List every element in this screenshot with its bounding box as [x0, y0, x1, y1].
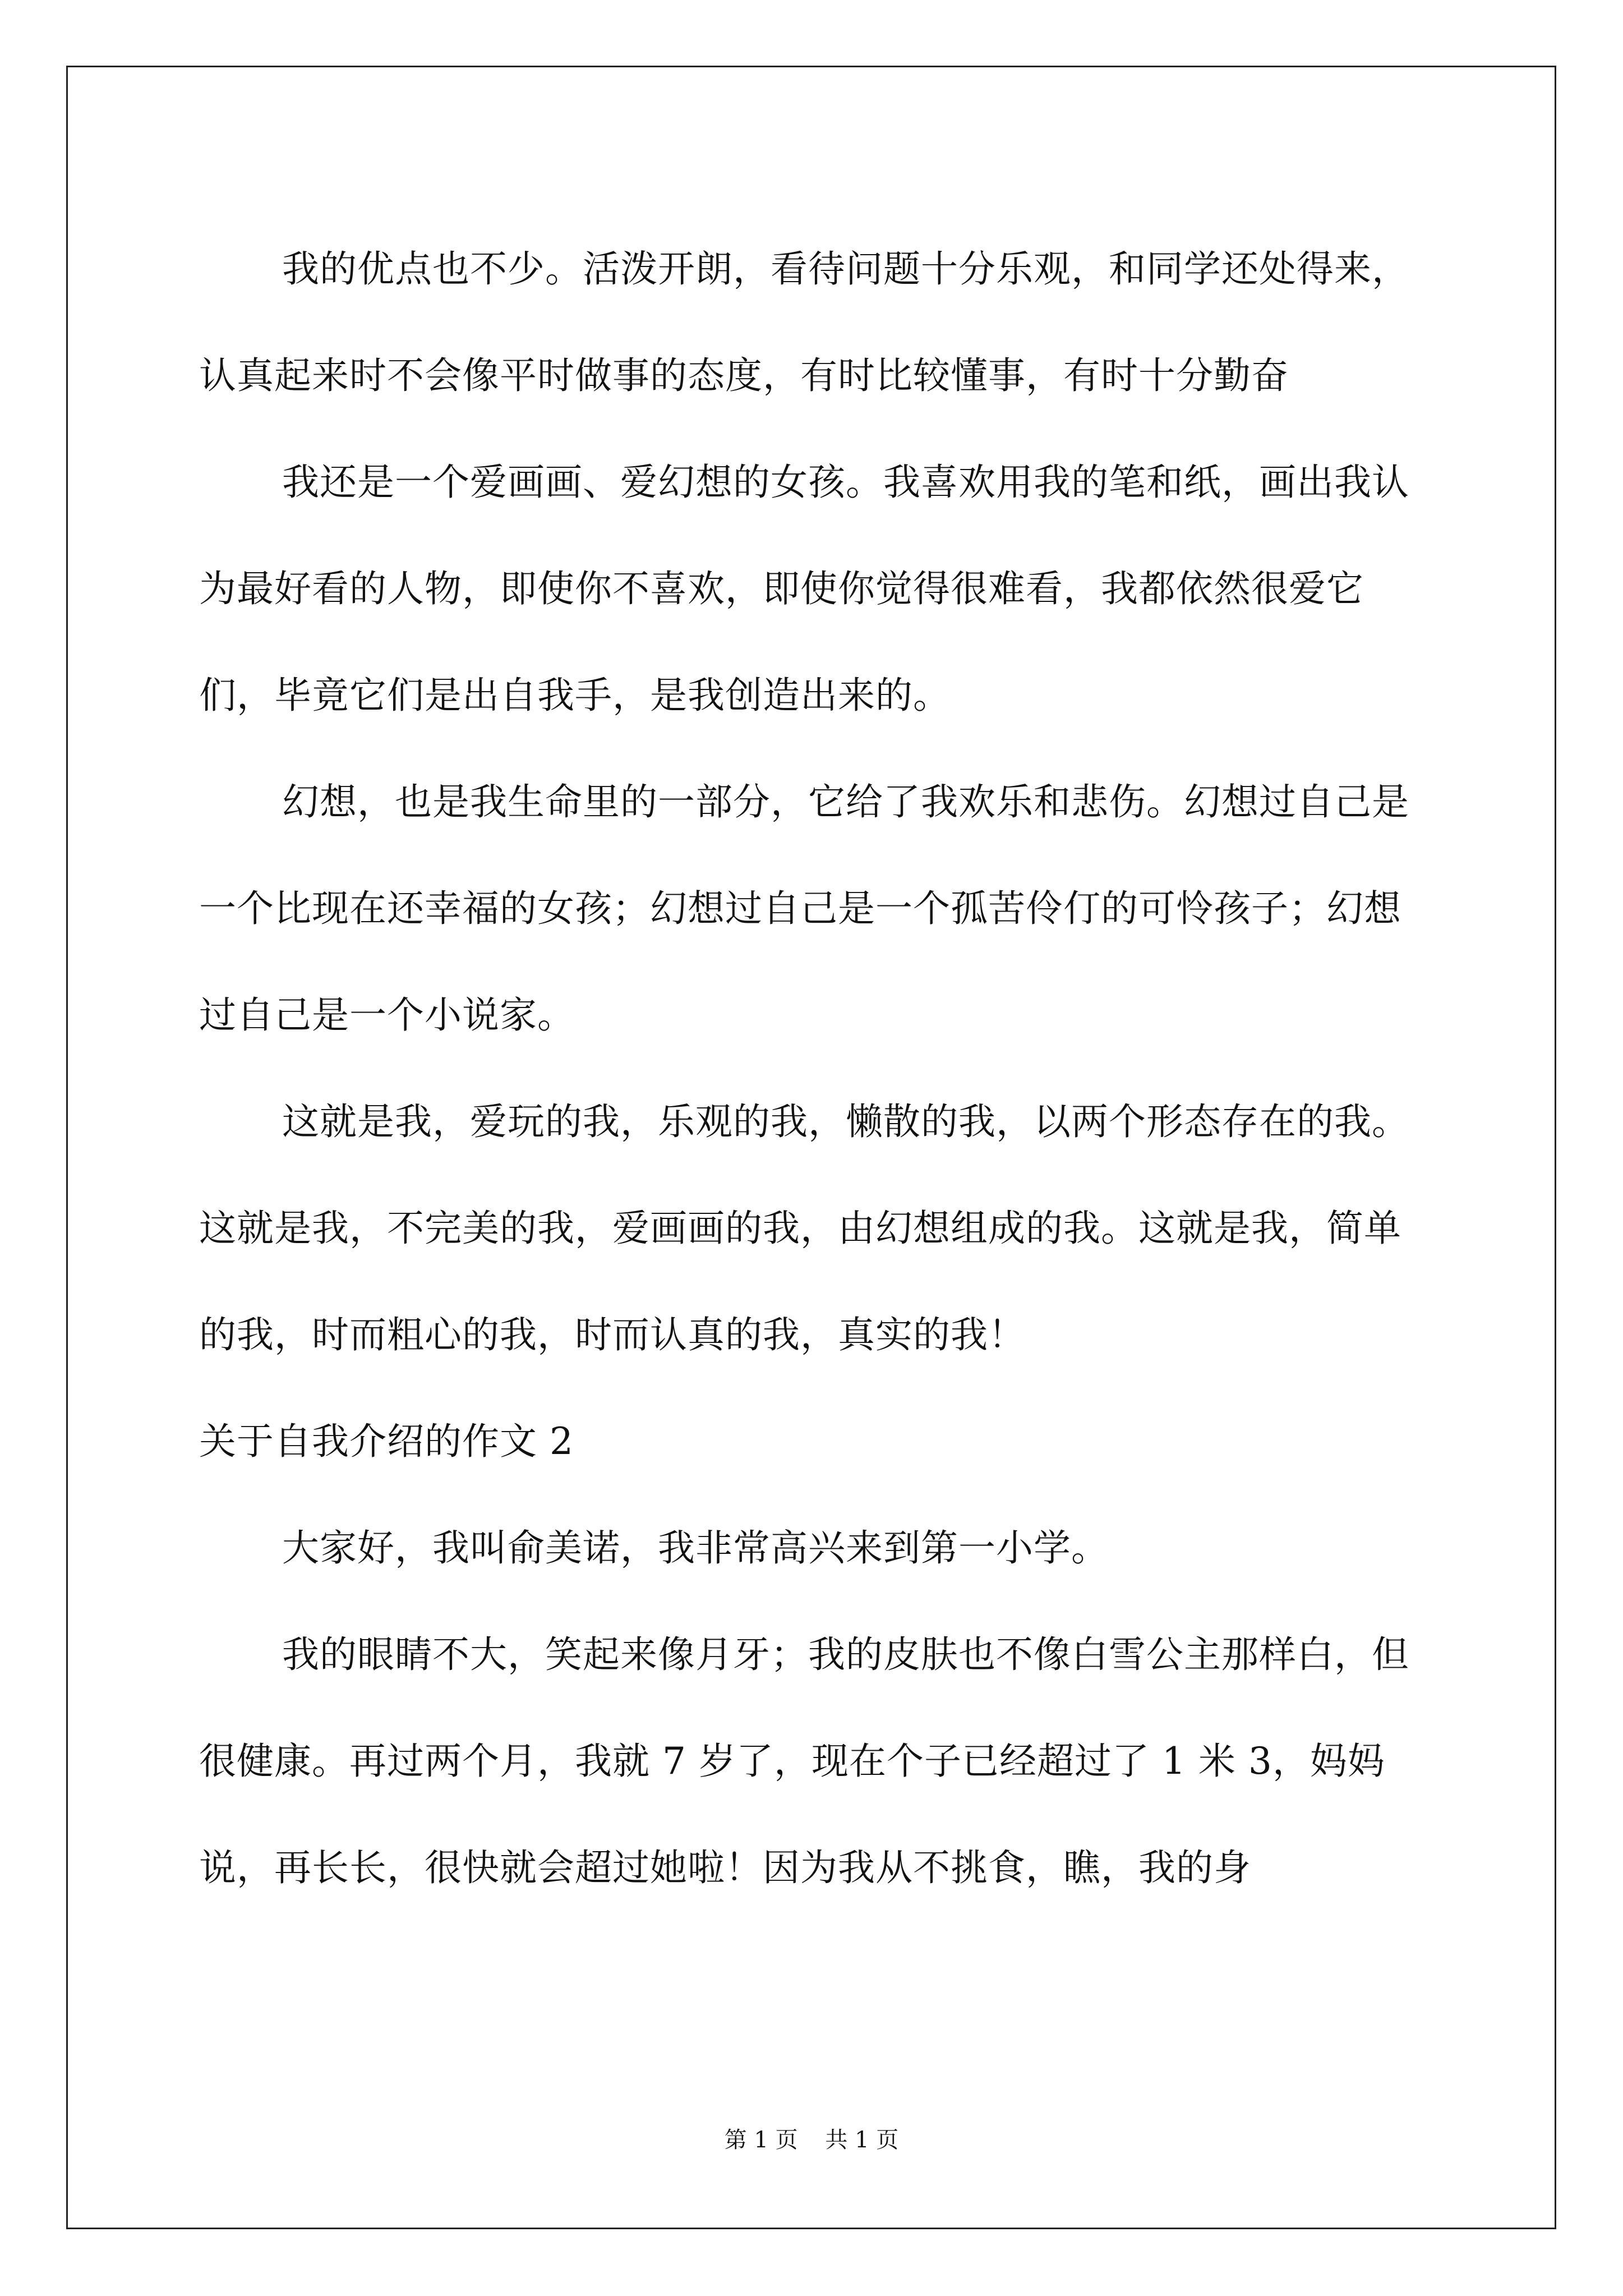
- paragraph-strengths: 我的优点也不少。活泼开朗，看待问题十分乐观，和同学还处得来，认真起来时不会像平时做事的态度，有时比较懂事，有时十分勤奋: [199, 247, 1409, 397]
- paragraph-greeting: 大家好，我叫俞美诺，我非常高兴来到第一小学。: [282, 1526, 1109, 1570]
- paragraph-summary: 这就是我，爱玩的我，乐观的我，懒散的我，以两个形态存在的我。这就是我，不完美的我，爱画画的我，由幻想组成的我。这就是我，简单的我，时而粗心的我，时而认真的我，真实的我！: [199, 1100, 1409, 1356]
- page-footer: [0, 2126, 1623, 2154]
- paragraph-fantasy: 幻想，也是我生命里的一部分，它给了我欢乐和悲伤。幻想过自己是一个比现在还幸福的女孩；幻想过自己是一个孤苦伶仃的可怜孩子；幻想过自己是一个小说家。: [199, 780, 1409, 1037]
- page-number: 第 1 页: [724, 2127, 798, 2153]
- paragraph-drawing: 我还是一个爱画画、爱幻想的女孩。我喜欢用我的笔和纸，画出我认为最好看的人物，即使你不喜欢，即使你觉得很难看，我都依然很爱它们，毕竟它们是出自我手，是我创造出来的。: [199, 461, 1409, 717]
- page-total: 共 1 页: [825, 2127, 899, 2153]
- paragraph-appearance: 我的眼睛不大，笑起来像月牙；我的皮肤也不像白雪公主那样白，但很健康。再过两个月，我就 7 岁了，现在个子已经超过了 1 米 3，妈妈说，再长长，很快就会超过她啦！因为我从不挑食，瞧，我的身: [199, 1633, 1409, 1889]
- document-body: [199, 216, 1422, 1921]
- section-heading: 关于自我介绍的作文 2: [199, 1420, 574, 1463]
